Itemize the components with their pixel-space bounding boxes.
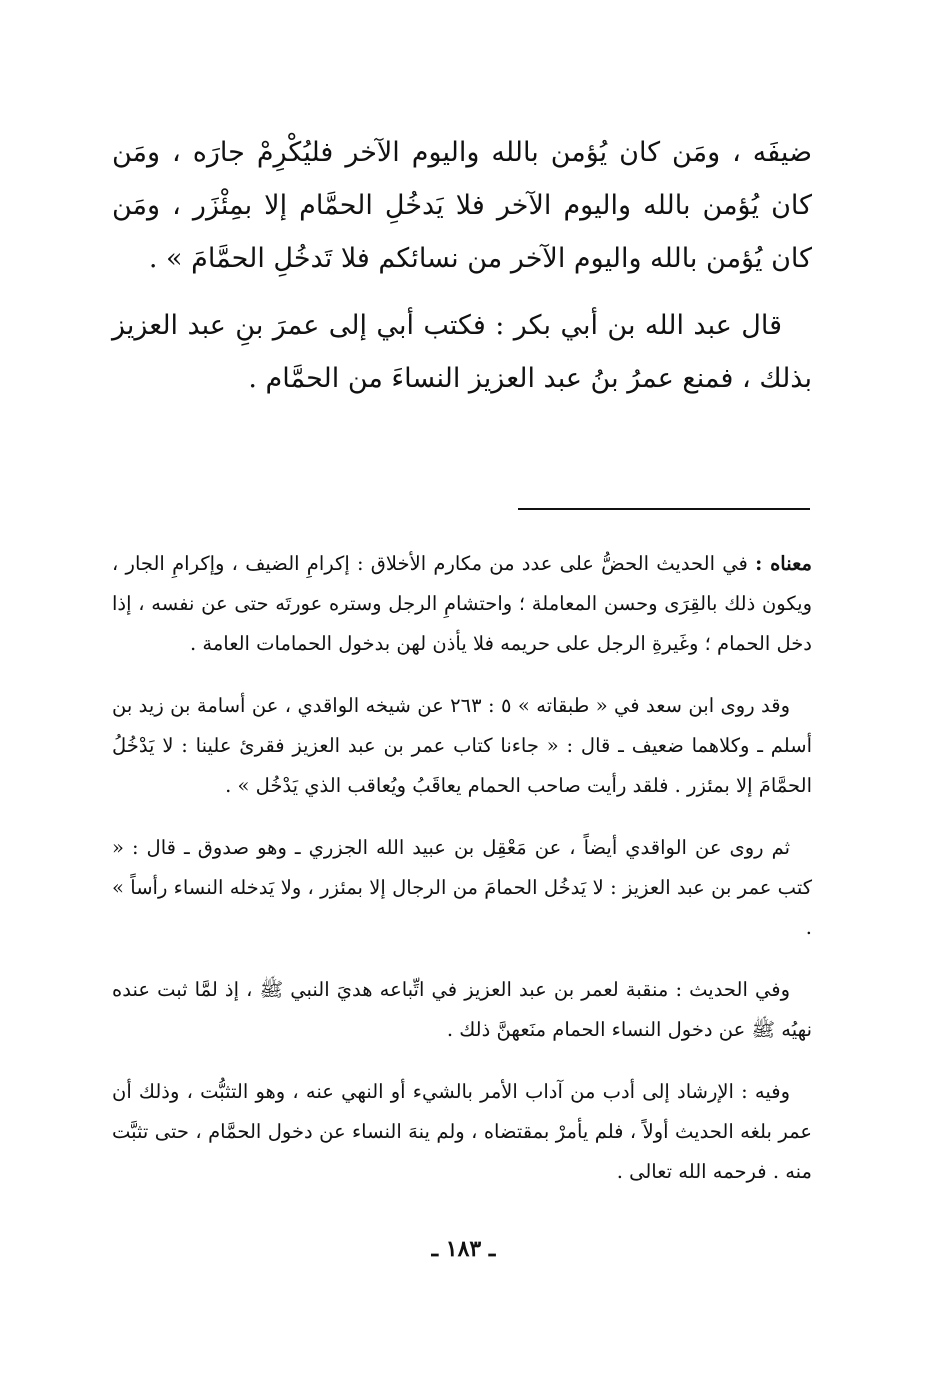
footnote-paragraph: وفي الحديث : منقبة لعمر بن عبد العزيز في اتِّباعه هديَ النبي ﷺ ، إذ لمَّا ثبت عنده نهيُه ﷺ عن دخول النساء الحمام منَعهنَّ ذلك .: [112, 978, 812, 1041]
footnote-paragraph: وفيه : الإرشاد إلى أدب من آداب الأمر بالشيء أو النهي عنه ، وهو التثبُّت ، وذلك أن عمر بلغه الحديث أولاً ، فلم يأمرْ بمقتضاه ، ولم ينهَ النساء عن دخول الحمَّام ، حتى تثبَّت منه . فرحمه الله تعالى .: [112, 1080, 812, 1183]
footnote-paragraph: ثم روى عن الواقدي أيضاً ، عن مَعْقِل بن عبيد الله الجزري ـ وهو صدوق ـ قال : « كتب عمر بن عبد العزيز : لا يَدخُل الحمامَ من الرجال إلا بمئزر ، ولا يَدخله النساء رأساً » .: [112, 836, 812, 939]
footnotes: [112, 544, 812, 1214]
footnote-paragraph: [112, 544, 812, 664]
footnote-paragraph: وقد روى ابن سعد في « طبقاته » ٥ : ٢٦٣ عن شيخه الواقدي ، عن أسامة بن زيد بن أسلم ـ وكلاهما ضعيف ـ قال : « جاءنا كتاب عمر بن عبد العزيز فقرئ علينا : لا يَدْخُلُ الحمَّامَ إلا بمئزر . فلقد رأيت صاحب الحمام يعاقَبُ ويُعاقب الذي يَدْخُل » .: [112, 694, 812, 797]
footnote-text: في الحديث الحضُّ على عدد من مكارم الأخلاق : إكرامِ الضيف ، وإكرامِ الجار ، ويكون ذلك بالقِرَى وحسن المعاملة ؛ واحتشامِ الرجل وستره عورتَه حتى عن نفسه ، إذا دخل الحمام ؛ وغَيرةِ الرجل على حريمه فلا يأذن لهن بدخول الحمامات العامة .: [112, 552, 812, 655]
main-paragraph: قال عبد الله بن أبي بكر : فكتب أبي إلى عمرَ بنِ عبد العزيز بذلك ، فمنع عمرُ بنُ عبد العزيز النساءَ من الحمَّام .: [112, 310, 812, 394]
main-text: [112, 126, 812, 405]
page-number: ـ ١٨٣ ـ: [431, 1236, 496, 1262]
main-paragraph: ضيفَه ، ومَن كان يُؤمن بالله واليوم الآخر فليُكْرِمْ جارَه ، ومَن كان يُؤمن بالله واليوم الآخر فلا يَدخُلِ الحمَّام إلا بمِئْزَر ، ومَن كان يُؤمن بالله واليوم الآخر من نسائكم فلا تَدخُلِ الحمَّامَ » .: [112, 137, 812, 274]
footnote-lead-label: معناه :: [755, 552, 812, 575]
footnote-divider: [518, 508, 810, 510]
